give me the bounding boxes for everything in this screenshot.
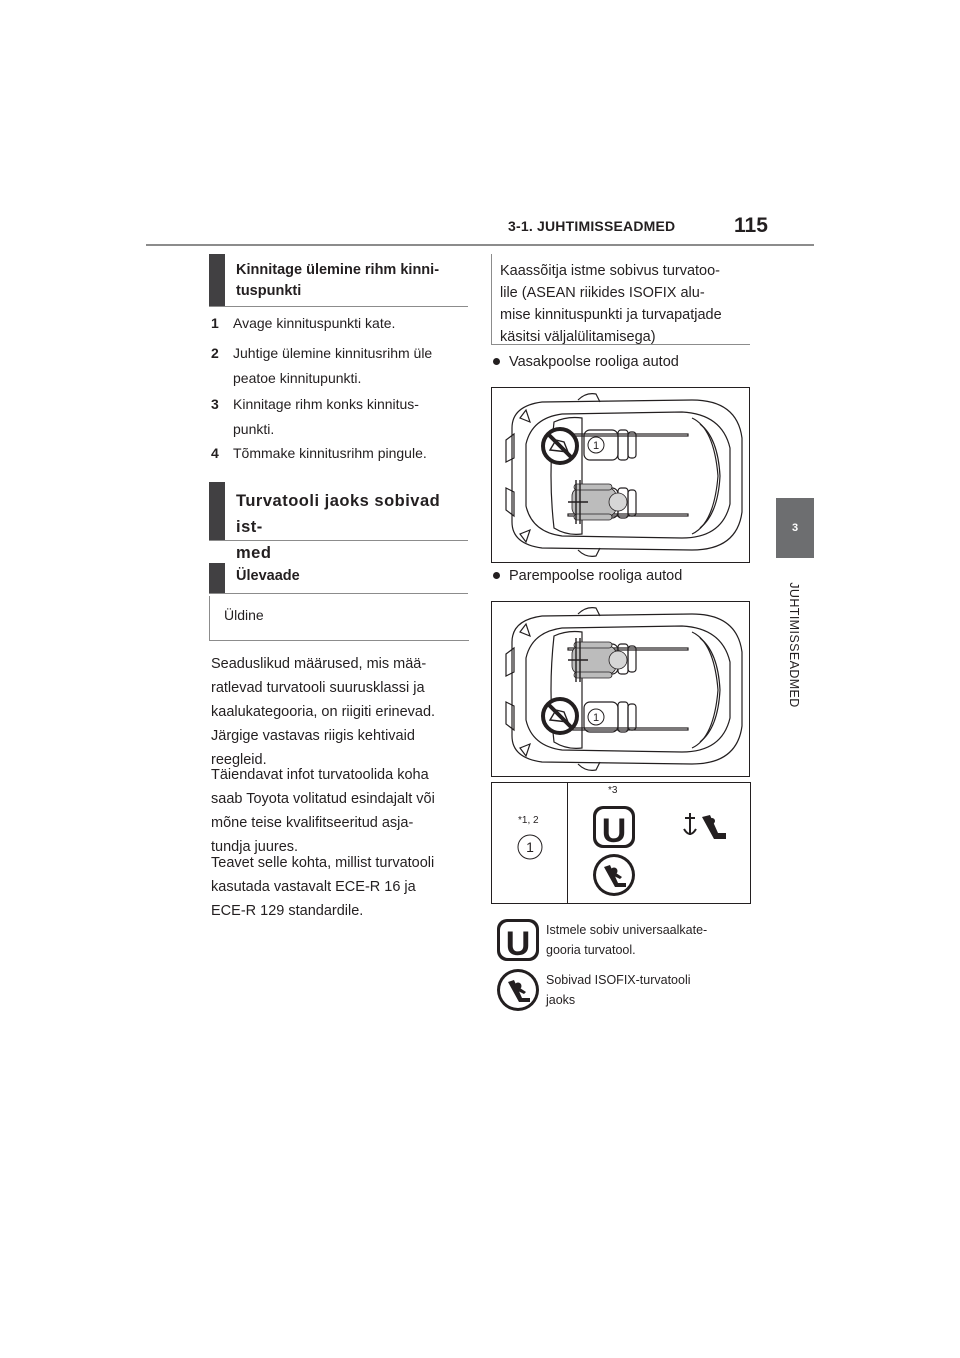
universal-seat-icon	[496, 918, 540, 962]
step-number: 3	[211, 396, 219, 412]
heading-bar	[209, 563, 225, 593]
car-top-view-icon	[492, 602, 749, 776]
car-top-view-icon	[492, 388, 749, 562]
step-number: 4	[211, 445, 219, 461]
header-rule	[146, 244, 814, 246]
heading-box-top-tether	[209, 254, 468, 307]
bullet-dot	[493, 358, 500, 365]
subheading-general	[209, 596, 469, 641]
table-note-right: *3	[608, 785, 618, 796]
heading-box-overview	[209, 563, 468, 594]
heading-suitable-seats	[236, 482, 468, 574]
isofix-seat-icon	[592, 853, 636, 897]
compat-table	[491, 782, 751, 904]
heading-box-suitable-seats	[209, 482, 468, 562]
legend-isofix: Sobivad ISOFIX-turvatooli jaoks	[546, 973, 691, 1007]
diagram-lhd-car	[491, 387, 750, 563]
anchor-seat-icon	[682, 809, 730, 845]
universal-seat-icon	[592, 805, 636, 849]
step-2	[211, 341, 473, 391]
step-4	[211, 441, 473, 466]
step-text: Tõmmake kinnitusrihm pingule.	[233, 445, 427, 461]
bullet-text: Vasakpoolse rooliga autod	[509, 354, 679, 370]
bullet-dot	[493, 572, 500, 579]
paragraph-more-info: Täiendavat infot turvatoolida koha saab Toyota volitatud esindajalt või mõne teise kvalifitseeritud asja- tundja juures.	[211, 767, 435, 855]
heading-overview: Ülevaade	[236, 568, 300, 584]
heading-line: Kinnitage ülemine rihm kinni-	[236, 262, 440, 278]
bullet-text: Parempoolse rooliga autod	[509, 568, 683, 584]
step-1	[211, 311, 473, 336]
step-text: Juhtige ülemine kinnitusrihm üle	[233, 345, 433, 361]
table-divider	[567, 783, 568, 903]
heading-line: Turvatooli jaoks sobivad ist-	[236, 492, 441, 536]
chapter-label-text: JUHTIMISSEADMED	[787, 582, 801, 708]
prohibited-sign	[543, 429, 577, 463]
isofix-seat-icon	[496, 968, 540, 1012]
seat-number-label: 1	[526, 839, 534, 855]
heading-line: med	[236, 544, 272, 562]
heading-bar	[209, 254, 225, 306]
step-text: peatoe kinnitupunkti.	[233, 370, 362, 386]
page-number: 115	[734, 214, 768, 237]
chapter-tab: 3	[776, 498, 814, 558]
prohibited-sign	[543, 699, 577, 733]
seat-number-label: 1	[592, 712, 600, 724]
heading-top-tether	[236, 254, 468, 308]
table-note-left: *1, 2	[518, 815, 539, 826]
compat-box-text: Kaassõitja istme sobivus turvatoo- lile (ASEAN riikides ISOFIX alu- mise kinnituspunkti ja turvapatjade käsitsi väljalülitamisega)	[500, 263, 722, 345]
paragraph-standards: Teavet selle kohta, millist turvatooli kasutada vastavalt ECE-R 16 ja ECE-R 129 standardile.	[211, 855, 435, 919]
step-number: 2	[211, 345, 219, 361]
chapter-label	[772, 570, 816, 720]
diagram-rhd-car	[491, 601, 750, 777]
step-text: Avage kinnituspunkti kate.	[233, 315, 396, 331]
section-title: 3-1. JUHTIMISSEADMED	[508, 218, 676, 234]
subheading-text: Üldine	[224, 607, 264, 623]
seat-position-icon	[516, 833, 544, 861]
step-3	[211, 392, 473, 442]
step-number: 1	[211, 315, 219, 331]
step-text: Kinnitage rihm konks kinnitus-	[233, 396, 419, 412]
universal-letter: U	[505, 925, 531, 962]
heading-bar	[209, 482, 225, 540]
bullet-rhd	[493, 566, 682, 586]
step-text: punkti.	[233, 421, 275, 437]
seat-number-label: 1	[592, 440, 600, 452]
legend-universal: Istmele sobiv universaalkate- gooria turvatool.	[546, 923, 708, 957]
universal-letter: U	[601, 812, 627, 849]
paragraph-regulations: Seaduslikud määrused, mis mää- ratlevad turvatooli suurusklassi ja kaalukategooria, on riigiti erinevad. Järgige vastavas riigis kehtivaid reegleid.	[211, 656, 436, 768]
heading-line: tuspunkti	[236, 283, 302, 299]
passenger-seat-compat-box	[491, 254, 750, 345]
bullet-lhd	[493, 352, 679, 372]
